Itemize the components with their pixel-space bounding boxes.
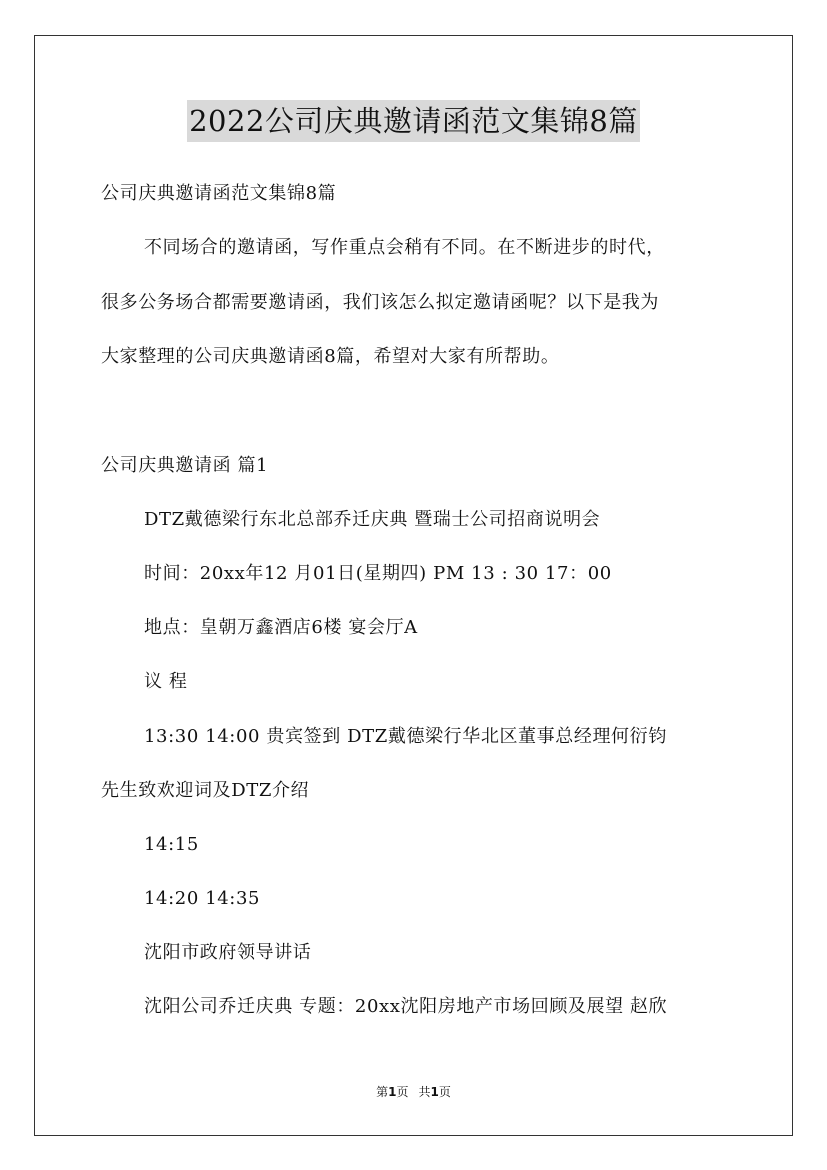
intro-line-2: 很多公务场合都需要邀请函，我们该怎么拟定邀请函呢？以下是我为 [101,292,659,313]
footer-total-number: 1 [430,1085,439,1099]
footer-page-suffix: 页 [396,1085,409,1099]
body-line-time-1420: 14:20 14:35 [144,888,261,909]
title-container [0,100,827,142]
body-line-event: DTZ戴德梁行东北总部乔迁庆典 暨瑞士公司招商说明会 [144,509,601,530]
intro-line-3: 大家整理的公司庆典邀请函8篇，希望对大家有所帮助。 [101,346,560,367]
body-line-agenda: 议 程 [144,671,188,692]
body-line-agenda-1-cont: 先生致欢迎词及DTZ介绍 [101,780,310,801]
body-line-speech: 沈阳市政府领导讲话 [144,942,312,963]
document-subtitle: 公司庆典邀请函范文集锦8篇 [101,183,337,204]
body-line-topic: 沈阳公司乔迁庆典 专题：20xx沈阳房地产市场回顾及展望 赵欣 [144,996,668,1017]
footer-page-number: 1 [388,1085,397,1099]
document-title: 2022公司庆典邀请函范文集锦8篇 [187,100,640,142]
intro-line-1: 不同场合的邀请函，写作重点会稍有不同。在不断进步的时代， [144,237,665,258]
section-heading: 公司庆典邀请函 篇1 [101,455,269,476]
footer-total-suffix: 页 [438,1085,451,1099]
footer-total-prefix: 共 [418,1085,431,1099]
body-line-location: 地点：皇朝万鑫酒店6楼 宴会厅A [144,617,418,638]
body-line-agenda-1: 13:30 14:00 贵宾签到 DTZ戴德梁行华北区董事总经理何衍钧 [144,726,667,747]
body-line-time-1415: 14:15 [144,834,199,855]
footer-page-prefix: 第 [376,1085,389,1099]
page-footer [0,1084,827,1100]
body-line-time: 时间：20xx年12 月01日(星期四) PM 13 : 30 17：00 [144,563,612,584]
